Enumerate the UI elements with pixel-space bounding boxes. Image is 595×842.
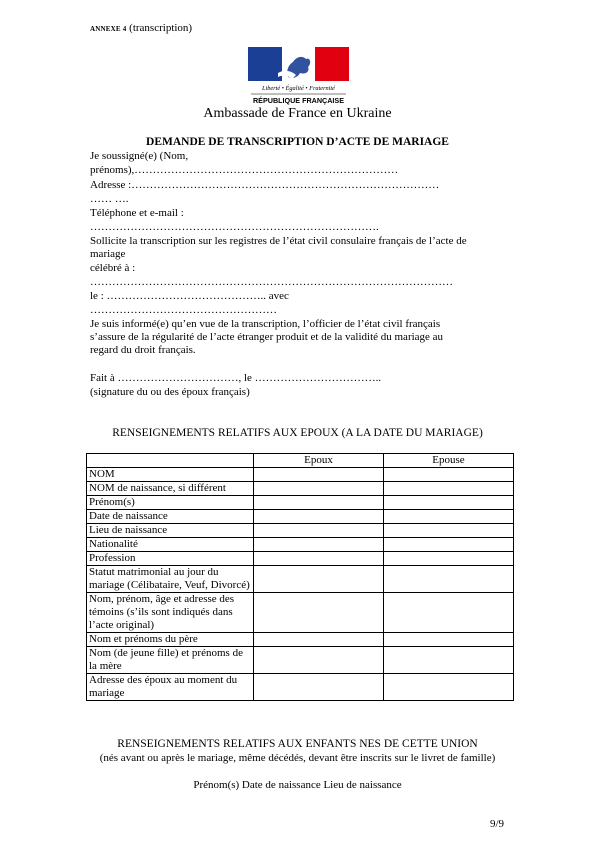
form-line-mariage: mariage <box>90 248 126 260</box>
epouse-cell[interactable] <box>384 674 514 701</box>
table-row <box>87 482 514 496</box>
row-label: NOM de naissance, si différent <box>87 482 254 496</box>
epoux-cell[interactable] <box>254 593 384 633</box>
epoux-cell[interactable] <box>254 524 384 538</box>
row-label: Nom (de jeune fille) et prénoms de la mère <box>87 647 254 674</box>
marianne-logo-icon <box>248 47 349 107</box>
table-row <box>87 674 514 701</box>
epouse-cell[interactable] <box>384 647 514 674</box>
children-section-note: (nés avant ou après le mariage, même décédés, devant être inscrits sur le livret de famille) <box>99 752 496 764</box>
spouses-table <box>86 453 514 701</box>
row-label: Statut matrimonial au jour du mariage (Célibataire, Veuf, Divorcé) <box>87 566 254 593</box>
epouse-cell[interactable] <box>384 496 514 510</box>
form-line-informe-1: Je suis informé(e) qu’en vue de la transcription, l’officier de l’état civil français <box>90 318 441 330</box>
annexe-header <box>90 22 192 34</box>
epoux-cell[interactable] <box>254 496 384 510</box>
epoux-cell[interactable] <box>254 468 384 482</box>
epoux-cell[interactable] <box>254 647 384 674</box>
epoux-cell[interactable] <box>254 633 384 647</box>
table-row <box>87 538 514 552</box>
row-label: NOM <box>87 468 254 482</box>
form-line-date-avec: le : …………………………………….. avec <box>90 290 289 302</box>
epouse-cell[interactable] <box>384 566 514 593</box>
table-header-row <box>87 454 514 468</box>
row-label: Lieu de naissance <box>87 524 254 538</box>
epouse-cell[interactable] <box>384 510 514 524</box>
form-line-adresse-cont: …… …. <box>90 193 129 205</box>
form-line-adresse: Adresse :………………………………………………………………………… <box>90 179 440 191</box>
row-label: Nationalité <box>87 538 254 552</box>
epoux-cell[interactable] <box>254 552 384 566</box>
row-label: Nom et prénoms du père <box>87 633 254 647</box>
form-line-sollicite: Sollicite la transcription sur les registres de l’état civil consulaire français de l’acte de <box>90 235 467 247</box>
table-row <box>87 566 514 593</box>
epouse-cell[interactable] <box>384 552 514 566</box>
epouse-cell[interactable] <box>384 633 514 647</box>
table-row <box>87 593 514 633</box>
row-label: Date de naissance <box>87 510 254 524</box>
epoux-cell[interactable] <box>254 538 384 552</box>
embassy-name: Ambassade de France en Ukraine <box>203 106 392 121</box>
form-line-telephone-dots: ……………………………………………………………………. <box>90 221 379 233</box>
form-line-celebre: célébré à : <box>90 262 136 274</box>
children-section-title: RENSEIGNEMENTS RELATIFS AUX ENFANTS NES DE CETTE UNION <box>117 738 478 750</box>
form-line-celebre-dots: ……………………………………………………………………………………… <box>90 276 453 288</box>
table-row <box>87 552 514 566</box>
epouse-cell[interactable] <box>384 593 514 633</box>
children-columns: Prénom(s) Date de naissance Lieu de naissance <box>193 779 402 791</box>
page-number: 9/9 <box>490 818 505 830</box>
row-label: Profession <box>87 552 254 566</box>
table-row <box>87 633 514 647</box>
form-title: DEMANDE DE TRANSCRIPTION D’ACTE DE MARIAGE <box>146 136 449 148</box>
form-line-signature: (signature du ou des époux français) <box>90 386 250 398</box>
flag-blue-band <box>248 47 282 81</box>
annexe-label: ANNEXE 4 <box>90 25 127 33</box>
epouse-cell[interactable] <box>384 524 514 538</box>
row-label: Adresse des époux au moment du mariage <box>87 674 254 701</box>
epouse-cell[interactable] <box>384 538 514 552</box>
epoux-cell[interactable] <box>254 674 384 701</box>
logo-motto: Liberté • Égalité • Fraternité <box>262 85 335 92</box>
table-row <box>87 468 514 482</box>
form-line-avec-dots: …………………………………………… <box>90 304 277 316</box>
epouse-cell[interactable] <box>384 482 514 496</box>
form-line-informe-3: regard du droit français. <box>90 344 196 356</box>
table-row <box>87 647 514 674</box>
spouses-section-title: RENSEIGNEMENTS RELATIFS AUX EPOUX (A LA DATE DU MARIAGE) <box>112 427 483 439</box>
table-row <box>87 510 514 524</box>
form-line-fait-a: Fait à ……………………………, le …………………………….. <box>90 372 382 384</box>
epoux-cell[interactable] <box>254 566 384 593</box>
annexe-note: (transcription) <box>129 22 193 34</box>
table-header-cell <box>87 454 254 468</box>
form-line-informe-2: s’assure de la régularité de l’acte étranger produit et de la validité du mariage au <box>90 331 444 343</box>
form-line-telephone: Téléphone et e-mail : <box>90 207 184 219</box>
table-header-epouse: Epouse <box>384 454 514 468</box>
table-row <box>87 496 514 510</box>
epoux-cell[interactable] <box>254 510 384 524</box>
form-line-soussigne: Je soussigné(e) (Nom, <box>90 150 189 162</box>
table-header-epoux: Epoux <box>254 454 384 468</box>
epouse-cell[interactable] <box>384 468 514 482</box>
logo-republic: RÉPUBLIQUE FRANÇAISE <box>252 96 345 105</box>
flag-red-band <box>315 47 349 81</box>
epoux-cell[interactable] <box>254 482 384 496</box>
row-label: Prénom(s) <box>87 496 254 510</box>
table-row <box>87 524 514 538</box>
row-label: Nom, prénom, âge et adresse des témoins (s’ils sont indiqués dans l’acte original) <box>87 593 254 633</box>
form-line-prenoms: prénoms),……………………………………………………………… <box>90 164 399 176</box>
republic-logo <box>248 47 349 107</box>
